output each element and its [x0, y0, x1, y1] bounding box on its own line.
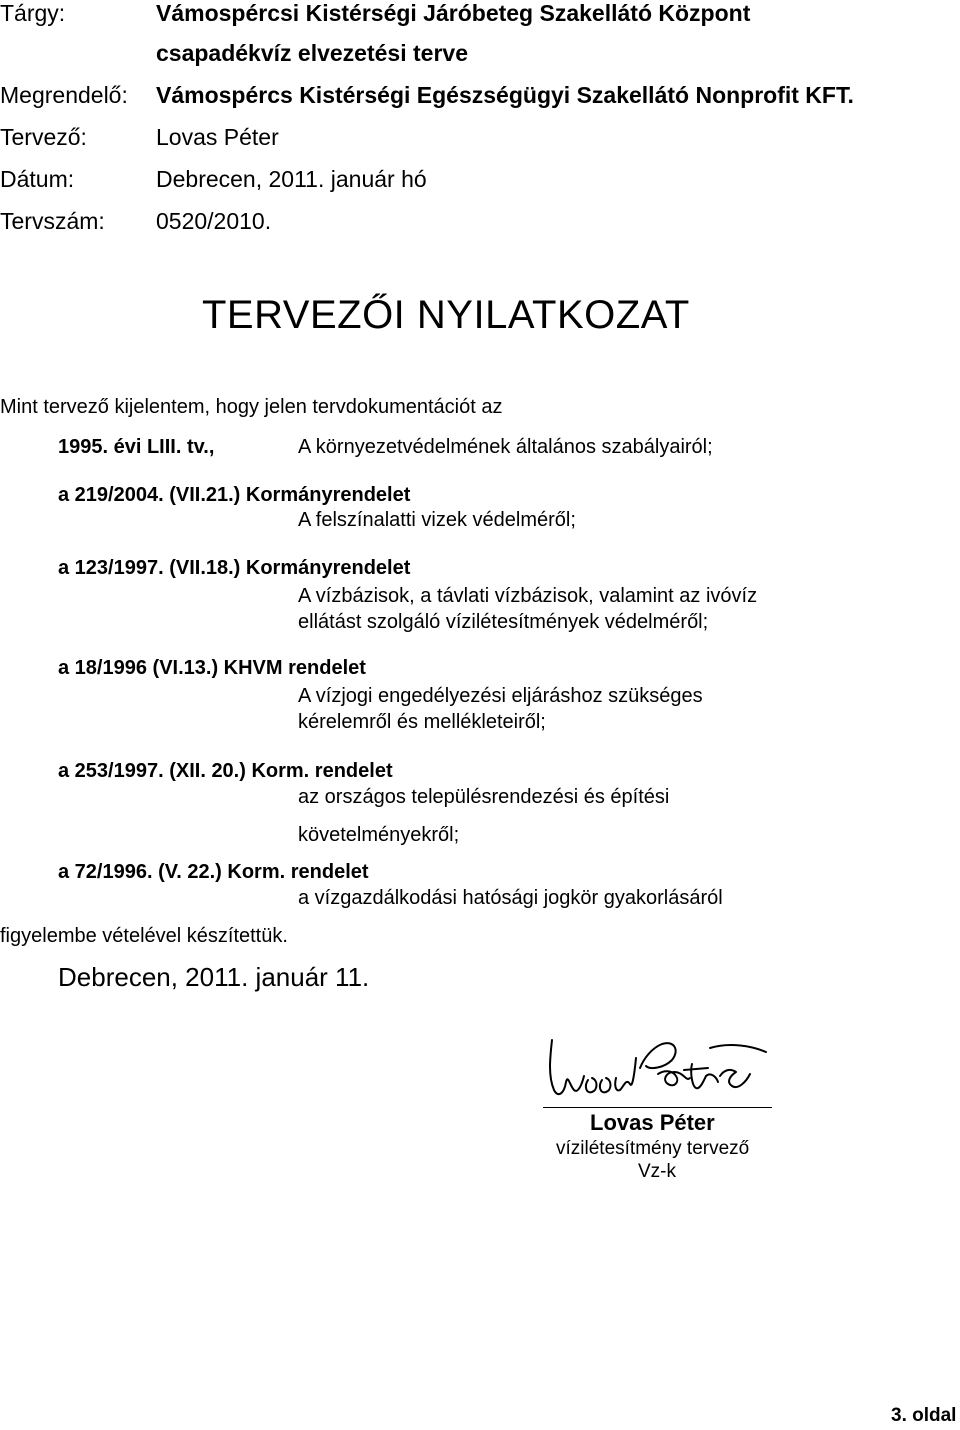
regulation-ref: a 18/1996 (VI.13.) KHVM rendelet: [58, 657, 366, 679]
client-value: Vámospércs Kistérségi Egészségügyi Szakellátó Nonprofit KFT.: [156, 82, 854, 108]
page-title: TERVEZŐI NYILATKOZAT: [202, 293, 690, 337]
client-label: Megrendelő:: [0, 82, 128, 108]
designer-value: Lovas Péter: [156, 124, 279, 150]
subject-label: Tárgy:: [0, 0, 66, 26]
regulation-desc: A környezetvédelmének általános szabályairól;: [298, 436, 713, 458]
place-date: Debrecen, 2011. január 11.: [58, 962, 370, 992]
date-label: Dátum:: [0, 166, 75, 192]
regulation-desc: a vízgazdálkodási hatósági jogkör gyakorlásáról: [298, 887, 723, 909]
subject-value-line2: csapadékvíz elvezetési terve: [156, 40, 468, 66]
handwritten-signature: [540, 1028, 780, 1113]
regulation-desc: kérelemről és mellékleteiről;: [298, 711, 546, 733]
plan-number-value: 0520/2010.: [156, 208, 272, 234]
regulation-desc: A felszínalatti vizek védelméről;: [298, 509, 576, 531]
regulation-desc: A vízjogi engedélyezési eljáráshoz szükséges: [298, 685, 703, 707]
regulation-ref: a 219/2004. (VII.21.) Kormányrendelet: [58, 484, 411, 506]
date-value: Debrecen, 2011. január hó: [156, 166, 427, 192]
intro-text: Mint tervező kijelentem, hogy jelen tervdokumentációt az: [0, 396, 503, 418]
closing-text: figyelembe vételével készítettük.: [0, 925, 288, 947]
page-number: 3. oldal: [891, 1405, 957, 1426]
subject-value-line1: Vámospércsi Kistérségi Járóbeteg Szakellátó Központ: [156, 0, 751, 26]
regulation-ref: 1995. évi LIII. tv.,: [58, 436, 215, 458]
regulation-desc: ellátást szolgáló vízilétesítmények védelméről;: [298, 611, 709, 633]
regulation-ref: a 123/1997. (VII.18.) Kormányrendelet: [58, 557, 411, 579]
signer-role: vízilétesítmény tervező: [556, 1138, 750, 1159]
regulation-ref: a 72/1996. (V. 22.) Korm. rendelet: [58, 861, 369, 883]
signer-license: Vz-k: [638, 1161, 676, 1182]
signer-name: Lovas Péter: [590, 1110, 715, 1135]
regulation-ref: a 253/1997. (XII. 20.) Korm. rendelet: [58, 760, 393, 782]
signature-line: [543, 1107, 772, 1108]
regulation-desc: az országos településrendezési és építési: [298, 786, 670, 808]
regulation-desc: követelményekről;: [298, 824, 460, 846]
regulation-desc: A vízbázisok, a távlati vízbázisok, valamint az ivóvíz: [298, 585, 758, 607]
plan-number-label: Tervszám:: [0, 208, 105, 234]
designer-label: Tervező:: [0, 124, 87, 150]
